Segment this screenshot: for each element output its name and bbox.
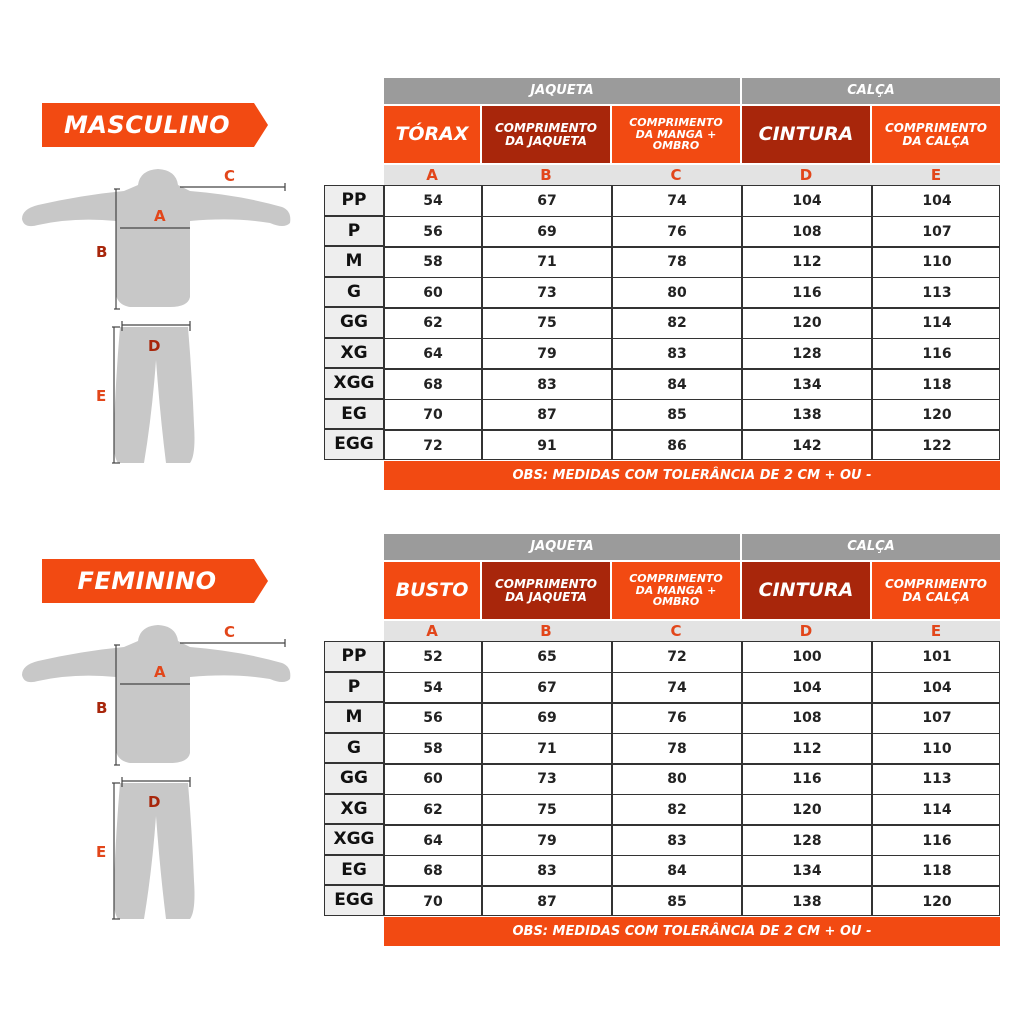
table-cell: 69 [537, 710, 557, 727]
jacket-silhouette-icon [22, 169, 290, 307]
table-row [385, 400, 999, 431]
table-cell: 134 [792, 376, 822, 393]
table-cell: 69 [537, 223, 557, 240]
column-divider [871, 642, 873, 915]
table-cell: 138 [792, 407, 822, 424]
table-row [385, 186, 999, 217]
letter-row [384, 621, 1000, 641]
section-masculino [0, 0, 1024, 483]
size-label: XGG [324, 368, 384, 399]
table-cell: 74 [667, 679, 687, 696]
table-cell: 83 [537, 863, 557, 880]
table-cell: 104 [792, 679, 822, 696]
label-a: A [154, 207, 166, 225]
table-cell: 65 [537, 649, 557, 666]
row-divider [385, 338, 999, 340]
column-divider [871, 186, 873, 459]
table-cell: 85 [667, 893, 687, 910]
table-cell: 73 [537, 284, 557, 301]
size-label: PP [324, 185, 384, 216]
table-cell: 75 [537, 802, 557, 819]
table-cell: 67 [537, 193, 557, 210]
label-d: D [148, 793, 161, 811]
group-header-jaqueta: JAQUETA [384, 534, 740, 560]
table-row [385, 856, 999, 887]
size-label: P [324, 216, 384, 247]
table-cell: 58 [423, 740, 443, 757]
table-cell: 138 [792, 893, 822, 910]
table-cell: 83 [667, 832, 687, 849]
table-cell: 116 [792, 284, 822, 301]
gender-title: FEMININO [77, 567, 217, 595]
table-cell: 101 [922, 649, 952, 666]
measurements-table [384, 185, 1000, 460]
table-cell: 84 [667, 376, 687, 393]
section-feminino [0, 456, 1024, 939]
row-divider [385, 277, 999, 279]
table-cell: 67 [537, 679, 557, 696]
row-divider [385, 246, 999, 248]
row-divider [385, 399, 999, 401]
table-cell: 72 [423, 437, 443, 454]
table-row [385, 825, 999, 856]
table-cell: 70 [423, 407, 443, 424]
row-divider [385, 824, 999, 826]
table-cell: 82 [667, 802, 687, 819]
table-cell: 80 [667, 771, 687, 788]
table-cell: 58 [423, 254, 443, 271]
table-cell: 70 [423, 893, 443, 910]
size-label: XG [324, 794, 384, 825]
table-cell: 60 [423, 284, 443, 301]
row-divider [385, 216, 999, 218]
label-b: B [96, 243, 108, 261]
table-cell: 116 [922, 346, 952, 363]
size-label: GG [324, 307, 384, 338]
table-cell: 86 [667, 437, 687, 454]
label-d: D [148, 337, 161, 355]
table-cell: 78 [667, 254, 687, 271]
column-divider [611, 642, 613, 915]
table-cell: 64 [423, 832, 443, 849]
table-cell: 87 [537, 893, 557, 910]
column-divider [741, 642, 743, 915]
size-label: EGG [324, 429, 384, 460]
table-cell: 87 [537, 407, 557, 424]
gender-banner [42, 103, 268, 147]
table-cell: 110 [922, 254, 952, 271]
table-cell: 120 [792, 802, 822, 819]
tolerance-note: OBS: MEDIDAS COM TOLERÂNCIA DE 2 CM + OU - [384, 917, 1000, 946]
table-cell: 128 [792, 832, 822, 849]
column-divider [611, 186, 613, 459]
table-cell: 83 [537, 376, 557, 393]
table-cell: 71 [537, 254, 557, 271]
table-cell: 104 [792, 193, 822, 210]
table-row [385, 886, 999, 917]
header-chest: TÓRAX [384, 106, 480, 163]
table-cell: 128 [792, 346, 822, 363]
label-b: B [96, 699, 108, 717]
table-cell: 68 [423, 376, 443, 393]
table-cell: 104 [922, 193, 952, 210]
table-cell: 120 [792, 315, 822, 332]
table-cell: 79 [537, 346, 557, 363]
header-sleeve-length: COMPRIMENTO DA MANGA + OMBRO [612, 106, 740, 163]
table-cell: 113 [922, 284, 952, 301]
table-cell: 118 [922, 863, 952, 880]
table-cell: 73 [537, 771, 557, 788]
table-cell: 79 [537, 832, 557, 849]
size-label: M [324, 246, 384, 277]
group-header-calca: CALÇA [742, 78, 1000, 104]
header-jacket-length: COMPRIMENTO DA JAQUETA [482, 106, 610, 163]
size-label: EGG [324, 885, 384, 916]
table-cell: 85 [667, 407, 687, 424]
table-cell: 108 [792, 223, 822, 240]
garment-figure [20, 165, 300, 470]
header-pants-length: COMPRIMENTO DA CALÇA [872, 562, 1000, 619]
table-cell: 76 [667, 223, 687, 240]
size-label: G [324, 733, 384, 764]
table-cell: 107 [922, 223, 952, 240]
table-cell: 142 [792, 437, 822, 454]
table-cell: 118 [922, 376, 952, 393]
table-row [385, 278, 999, 309]
table-cell: 76 [667, 710, 687, 727]
table-row [385, 734, 999, 765]
group-header-jaqueta: JAQUETA [384, 78, 740, 104]
table-cell: 112 [792, 740, 822, 757]
table-cell: 60 [423, 771, 443, 788]
table-cell: 91 [537, 437, 557, 454]
table-cell: 56 [423, 710, 443, 727]
row-divider [385, 672, 999, 674]
measurements-table [384, 641, 1000, 916]
table-row [385, 764, 999, 795]
table-cell: 64 [423, 346, 443, 363]
row-divider [385, 763, 999, 765]
row-divider [385, 885, 999, 887]
header-sleeve-length: COMPRIMENTO DA MANGA + OMBRO [612, 562, 740, 619]
size-label: GG [324, 763, 384, 794]
garment-figure [20, 621, 300, 926]
row-divider [385, 733, 999, 735]
table-row [385, 703, 999, 734]
header-pants-length: COMPRIMENTO DA CALÇA [872, 106, 1000, 163]
table-cell: 54 [423, 679, 443, 696]
size-label: P [324, 672, 384, 703]
table-cell: 107 [922, 710, 952, 727]
size-label: EG [324, 855, 384, 886]
header-waist: CINTURA [742, 106, 870, 163]
table-cell: 68 [423, 863, 443, 880]
column-divider [481, 642, 483, 915]
table-cell: 104 [922, 679, 952, 696]
table-row [385, 795, 999, 826]
column-divider [741, 186, 743, 459]
letter-e: E [930, 166, 942, 184]
header-jacket-length: COMPRIMENTO DA JAQUETA [482, 562, 610, 619]
column-divider [481, 186, 483, 459]
table-row [385, 369, 999, 400]
table-cell: 72 [667, 649, 687, 666]
table-cell: 134 [792, 863, 822, 880]
table-cell: 71 [537, 740, 557, 757]
letter-a: A [426, 622, 438, 640]
table-cell: 120 [922, 407, 952, 424]
table-cell: 112 [792, 254, 822, 271]
letter-e: E [930, 622, 942, 640]
table-cell: 83 [667, 346, 687, 363]
label-c: C [224, 167, 236, 185]
letter-d: D [799, 622, 813, 640]
gender-banner [42, 559, 268, 603]
table-cell: 120 [922, 893, 952, 910]
table-row [385, 673, 999, 704]
label-e: E [96, 843, 107, 861]
letter-row [384, 165, 1000, 185]
row-divider [385, 855, 999, 857]
header-waist: CINTURA [742, 562, 870, 619]
size-label: XG [324, 338, 384, 369]
letter-b: B [540, 166, 552, 184]
letter-d: D [799, 166, 813, 184]
size-label: EG [324, 399, 384, 430]
table-row [385, 247, 999, 278]
table-cell: 122 [922, 437, 952, 454]
table-row [385, 217, 999, 248]
table-cell: 110 [922, 740, 952, 757]
table-cell: 56 [423, 223, 443, 240]
tolerance-note: OBS: MEDIDAS COM TOLERÂNCIA DE 2 CM + OU - [384, 461, 1000, 490]
table-cell: 74 [667, 193, 687, 210]
row-divider [385, 429, 999, 431]
group-header-calca: CALÇA [742, 534, 1000, 560]
table-cell: 114 [922, 315, 952, 332]
table-cell: 114 [922, 802, 952, 819]
letter-c: C [670, 166, 682, 184]
size-label: XGG [324, 824, 384, 855]
table-row [385, 308, 999, 339]
table-cell: 84 [667, 863, 687, 880]
label-a: A [154, 663, 166, 681]
table-cell: 116 [792, 771, 822, 788]
table-cell: 80 [667, 284, 687, 301]
row-divider [385, 368, 999, 370]
row-divider [385, 307, 999, 309]
size-label: M [324, 702, 384, 733]
letter-b: B [540, 622, 552, 640]
label-e: E [96, 387, 107, 405]
table-cell: 75 [537, 315, 557, 332]
table-cell: 82 [667, 315, 687, 332]
table-cell: 62 [423, 315, 443, 332]
table-cell: 108 [792, 710, 822, 727]
table-cell: 54 [423, 193, 443, 210]
header-chest: BUSTO [384, 562, 480, 619]
jacket-silhouette-icon [22, 625, 290, 763]
table-row [385, 642, 999, 673]
label-c: C [224, 623, 236, 641]
table-cell: 100 [792, 649, 822, 666]
table-cell: 78 [667, 740, 687, 757]
row-divider [385, 794, 999, 796]
table-cell: 62 [423, 802, 443, 819]
table-cell: 52 [423, 649, 443, 666]
row-divider [385, 702, 999, 704]
size-label: G [324, 277, 384, 308]
letter-c: C [670, 622, 682, 640]
size-label: PP [324, 641, 384, 672]
table-cell: 113 [922, 771, 952, 788]
letter-a: A [426, 166, 438, 184]
table-row [385, 339, 999, 370]
gender-title: MASCULINO [63, 111, 231, 139]
table-cell: 116 [922, 832, 952, 849]
